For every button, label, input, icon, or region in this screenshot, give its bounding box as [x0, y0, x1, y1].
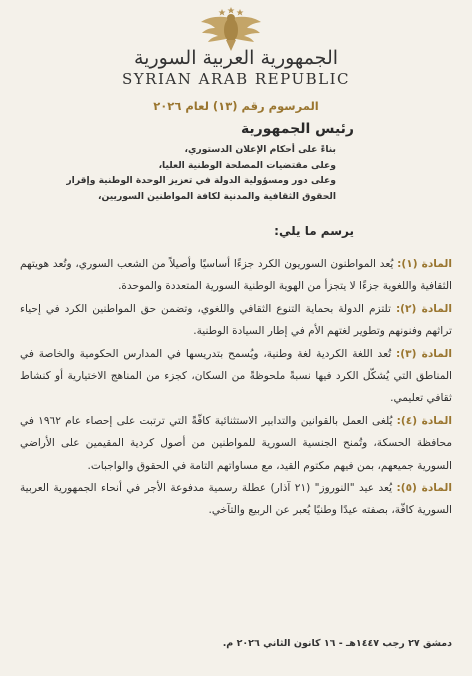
- country-name-english: SYRIAN ARAB REPUBLIC: [122, 70, 350, 88]
- article-label: المادة (٣):: [396, 347, 452, 360]
- articles-list: [20, 253, 452, 522]
- decrees-label: يرسم ما يلي:: [274, 224, 354, 238]
- article-label: المادة (٤):: [396, 414, 452, 427]
- article-text: تلتزم الدولة بحماية التنوع الثقافي واللغوي، وتضمن حق المواطنين الكرد في إحياء تراثهم وفنونهم وتطوير لغتهم الأم في إطار السيادة الوطنية.: [20, 302, 452, 338]
- article-2: [20, 298, 452, 343]
- preamble-line: وعلى دور ومسؤولية الدولة في تعزيز الوحدة الوطنية وإقرار الحقوق الثقافية والمدنية لكافة المواطنين السوريين،: [66, 175, 336, 202]
- president-heading: رئيس الجمهورية: [240, 121, 354, 137]
- article-text: يُعد عيد "النوروز" (٢١ آذار) عطلة رسمية مدفوعة الأجر في أنحاء الجمهورية العربية السورية كافّة، بصفته عيدًا وطنيًا يُعبر عن الربيع والتآخي.: [20, 482, 452, 517]
- preamble-line: وعلى مقتضيات المصلحة الوطنية العليا،: [158, 159, 336, 171]
- article-text: يُعد المواطنون السوريون الكرد جزءًا أساسيًا وأصيلاً من الشعب السوري، وتُعد هويتهم الثقافية واللغوية جزءًا لا يتجزأ من الهوية الوطنية السورية المتعددة والموحدة.: [20, 258, 452, 293]
- article-text: تُعد اللغة الكردية لغة وطنية، ويُسمح بتدريسها في المدارس الحكومية والخاصة في المناطق التي يُشكّل الكرد فيها نسبةً ملحوظةً من السكان، كجزء من المناهج الاختيارية أو كنشاط ثقافي تعليمي.: [20, 347, 452, 405]
- article-text: يُلغى العمل بالقوانين والتدابير الاستثنائية كافّةً التي ترتبت على إحصاء عام ١٩٦٢ في محافظة الحسكة، وتُمنح الجنسية السورية للمواطنين من أصول كردية المقيمين على الأراضي السورية جميعهم، بمن فيهم مكتوم القيد، مع مساواتهم التامة في الحقوق والواجبات.: [20, 414, 452, 472]
- preamble-line: بناءً على أحكام الإعلان الدستوري،: [184, 144, 336, 155]
- article-label: المادة (٢):: [395, 302, 452, 315]
- place-date-line: دمشق ٢٧ رجب ١٤٤٧هـ - ١٦ كانون الثاني ٢٠٢٦ م.: [222, 638, 452, 649]
- golden-eagle-emblem-icon: [198, 6, 264, 52]
- article-label: المادة (٥):: [396, 482, 452, 495]
- preamble: [30, 142, 336, 204]
- article-3: [20, 343, 452, 410]
- article-label: المادة (١):: [397, 258, 452, 270]
- decree-title: المرسوم رقم (١٣) لعام ٢٠٢٦: [153, 99, 319, 113]
- article-4: [20, 410, 452, 477]
- article-1: [20, 253, 452, 298]
- country-name-arabic: الجمهورية العربية السورية: [133, 47, 339, 69]
- article-5: [20, 477, 452, 522]
